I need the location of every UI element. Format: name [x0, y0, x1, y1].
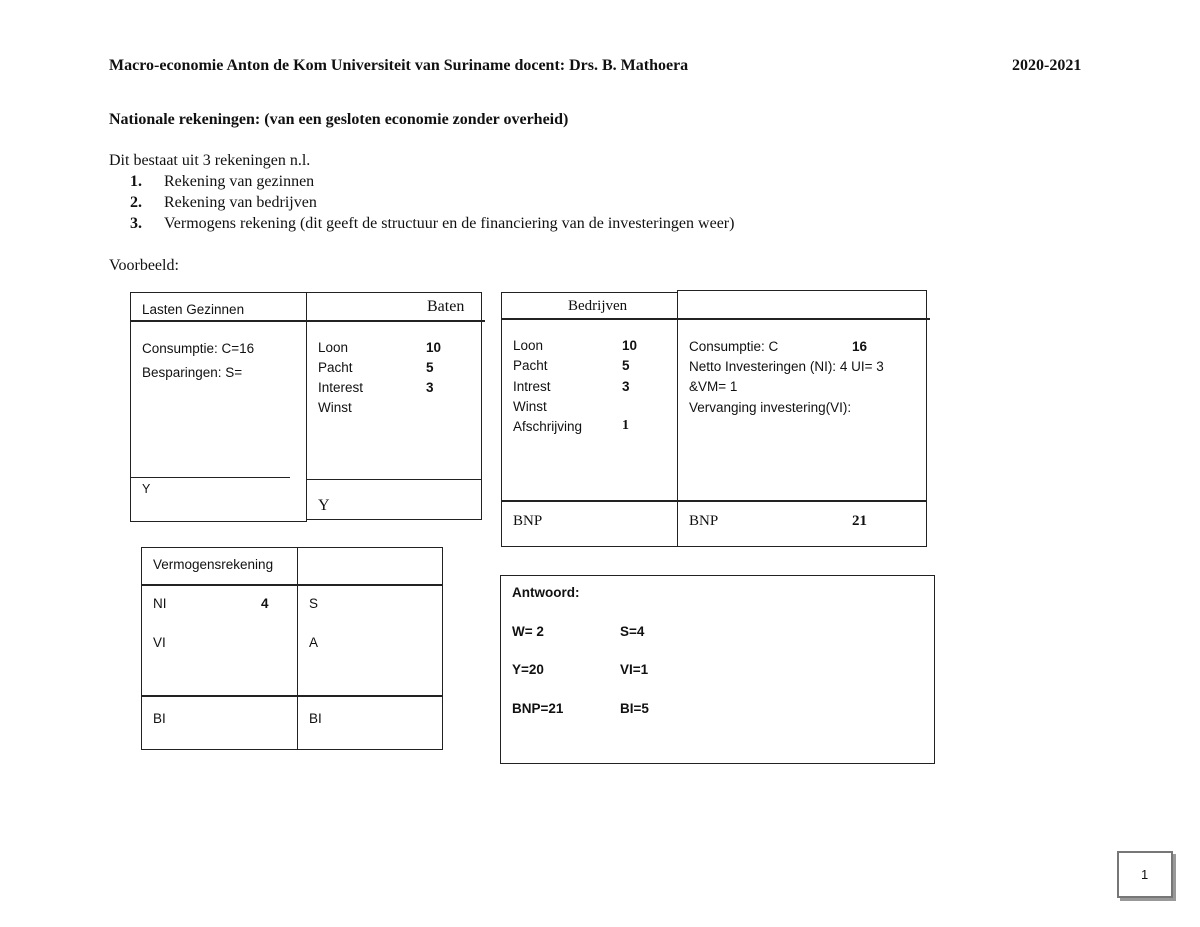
bedrijven-header-divider — [501, 318, 930, 320]
bedrijven-netto-investeringen: Netto Investeringen (NI): 4 UI= 3 — [689, 359, 884, 374]
vermogens-header: Vermogensrekening — [153, 557, 274, 572]
vermogens-s-label: S — [309, 596, 319, 611]
example-label: Voorbeeld: — [109, 257, 179, 274]
intro-text: Dit bestaat uit 3 rekeningen n.l. — [109, 152, 311, 169]
bedrijven-afschrijving-label: Afschrijving — [513, 419, 583, 434]
gezinnen-left-frame — [130, 292, 307, 522]
bedrijven-header: Bedrijven — [568, 298, 628, 314]
gezinnen-loon-label: Loon — [318, 340, 349, 355]
vermogens-column-divider — [297, 547, 298, 750]
document-year: 2020-2021 — [1012, 57, 1082, 74]
gezinnen-left-total-divider — [130, 477, 290, 478]
bedrijven-right-total: BNP — [689, 513, 719, 529]
section-subtitle: Nationale rekeningen: (van een gesloten economie zonder overheid) — [109, 111, 569, 128]
gezinnen-pacht-value: 5 — [426, 360, 434, 375]
list-item-text: Rekening van gezinnen — [164, 173, 315, 190]
vermogens-right-total: BI — [309, 711, 322, 726]
vermogens-frame — [141, 547, 443, 750]
list-item — [130, 173, 314, 191]
bedrijven-winst-label: Winst — [513, 399, 547, 414]
antwoord-title: Antwoord: — [512, 585, 580, 600]
antwoord-s: S=4 — [620, 624, 645, 639]
gezinnen-right-total: Y — [318, 497, 330, 514]
antwoord-w: W= 2 — [512, 624, 544, 639]
bedrijven-left-total: BNP — [513, 513, 543, 529]
list-item — [130, 194, 317, 212]
gezinnen-header-divider — [130, 320, 485, 322]
bedrijven-vm: &VM= 1 — [689, 379, 738, 394]
gezinnen-interest-value: 3 — [426, 380, 434, 395]
vermogens-left-total: BI — [153, 711, 166, 726]
list-item-number: 2. — [130, 194, 142, 211]
list-item-text: Rekening van bedrijven — [164, 194, 317, 211]
bedrijven-bnp-value: 21 — [852, 513, 867, 529]
gezinnen-pacht-label: Pacht — [318, 360, 353, 375]
antwoord-y: Y=20 — [512, 662, 544, 677]
bedrijven-loon-value: 10 — [622, 338, 638, 353]
vermogens-a-label: A — [309, 635, 319, 650]
gezinnen-left-total: Y — [142, 482, 151, 496]
gezinnen-consumptie: Consumptie: C=16 — [142, 341, 255, 356]
gezinnen-besparingen: Besparingen: S= — [142, 365, 243, 380]
bedrijven-vervanging-investering: Vervanging investering(VI): — [689, 400, 852, 415]
page-number: 1 — [1141, 867, 1149, 882]
bedrijven-intrest-value: 3 — [622, 379, 630, 394]
bedrijven-loon-label: Loon — [513, 338, 544, 353]
bedrijven-pacht-value: 5 — [622, 358, 630, 373]
vermogens-header-divider — [141, 584, 443, 586]
gezinnen-interest-label: Interest — [318, 380, 364, 395]
antwoord-bnp: BNP=21 — [512, 701, 564, 716]
bedrijven-consumptie-label: Consumptie: C — [689, 339, 779, 354]
list-item-number: 1. — [130, 173, 142, 190]
list-item-text: Vermogens rekening (dit geeft de structuur en de financiering van de investeringen weer) — [164, 215, 735, 232]
gezinnen-baten-header: Baten — [427, 298, 465, 315]
bedrijven-intrest-label: Intrest — [513, 379, 551, 394]
antwoord-vi: VI=1 — [620, 662, 649, 677]
document-title: Macro-economie Anton de Kom Universiteit van Suriname docent: Drs. B. Mathoera — [109, 57, 689, 74]
vermogens-vi-label: VI — [153, 635, 166, 650]
gezinnen-right-total-divider — [306, 479, 482, 480]
gezinnen-winst-label: Winst — [318, 400, 352, 415]
bedrijven-total-divider — [501, 500, 927, 502]
bedrijven-right-frame — [677, 290, 927, 547]
list-item — [130, 215, 734, 233]
antwoord-bi: BI=5 — [620, 701, 649, 716]
bedrijven-afschrijving-value: 1 — [622, 418, 629, 433]
antwoord-frame — [500, 575, 935, 764]
vermogens-ni-value: 4 — [261, 596, 269, 611]
gezinnen-loon-value: 10 — [426, 340, 442, 355]
bedrijven-pacht-label: Pacht — [513, 358, 548, 373]
vermogens-total-divider — [141, 695, 443, 697]
gezinnen-lasten-header: Lasten Gezinnen — [142, 302, 245, 317]
bedrijven-consumptie-value: 16 — [852, 339, 868, 354]
vermogens-ni-label: NI — [153, 596, 167, 611]
list-item-number: 3. — [130, 215, 142, 232]
